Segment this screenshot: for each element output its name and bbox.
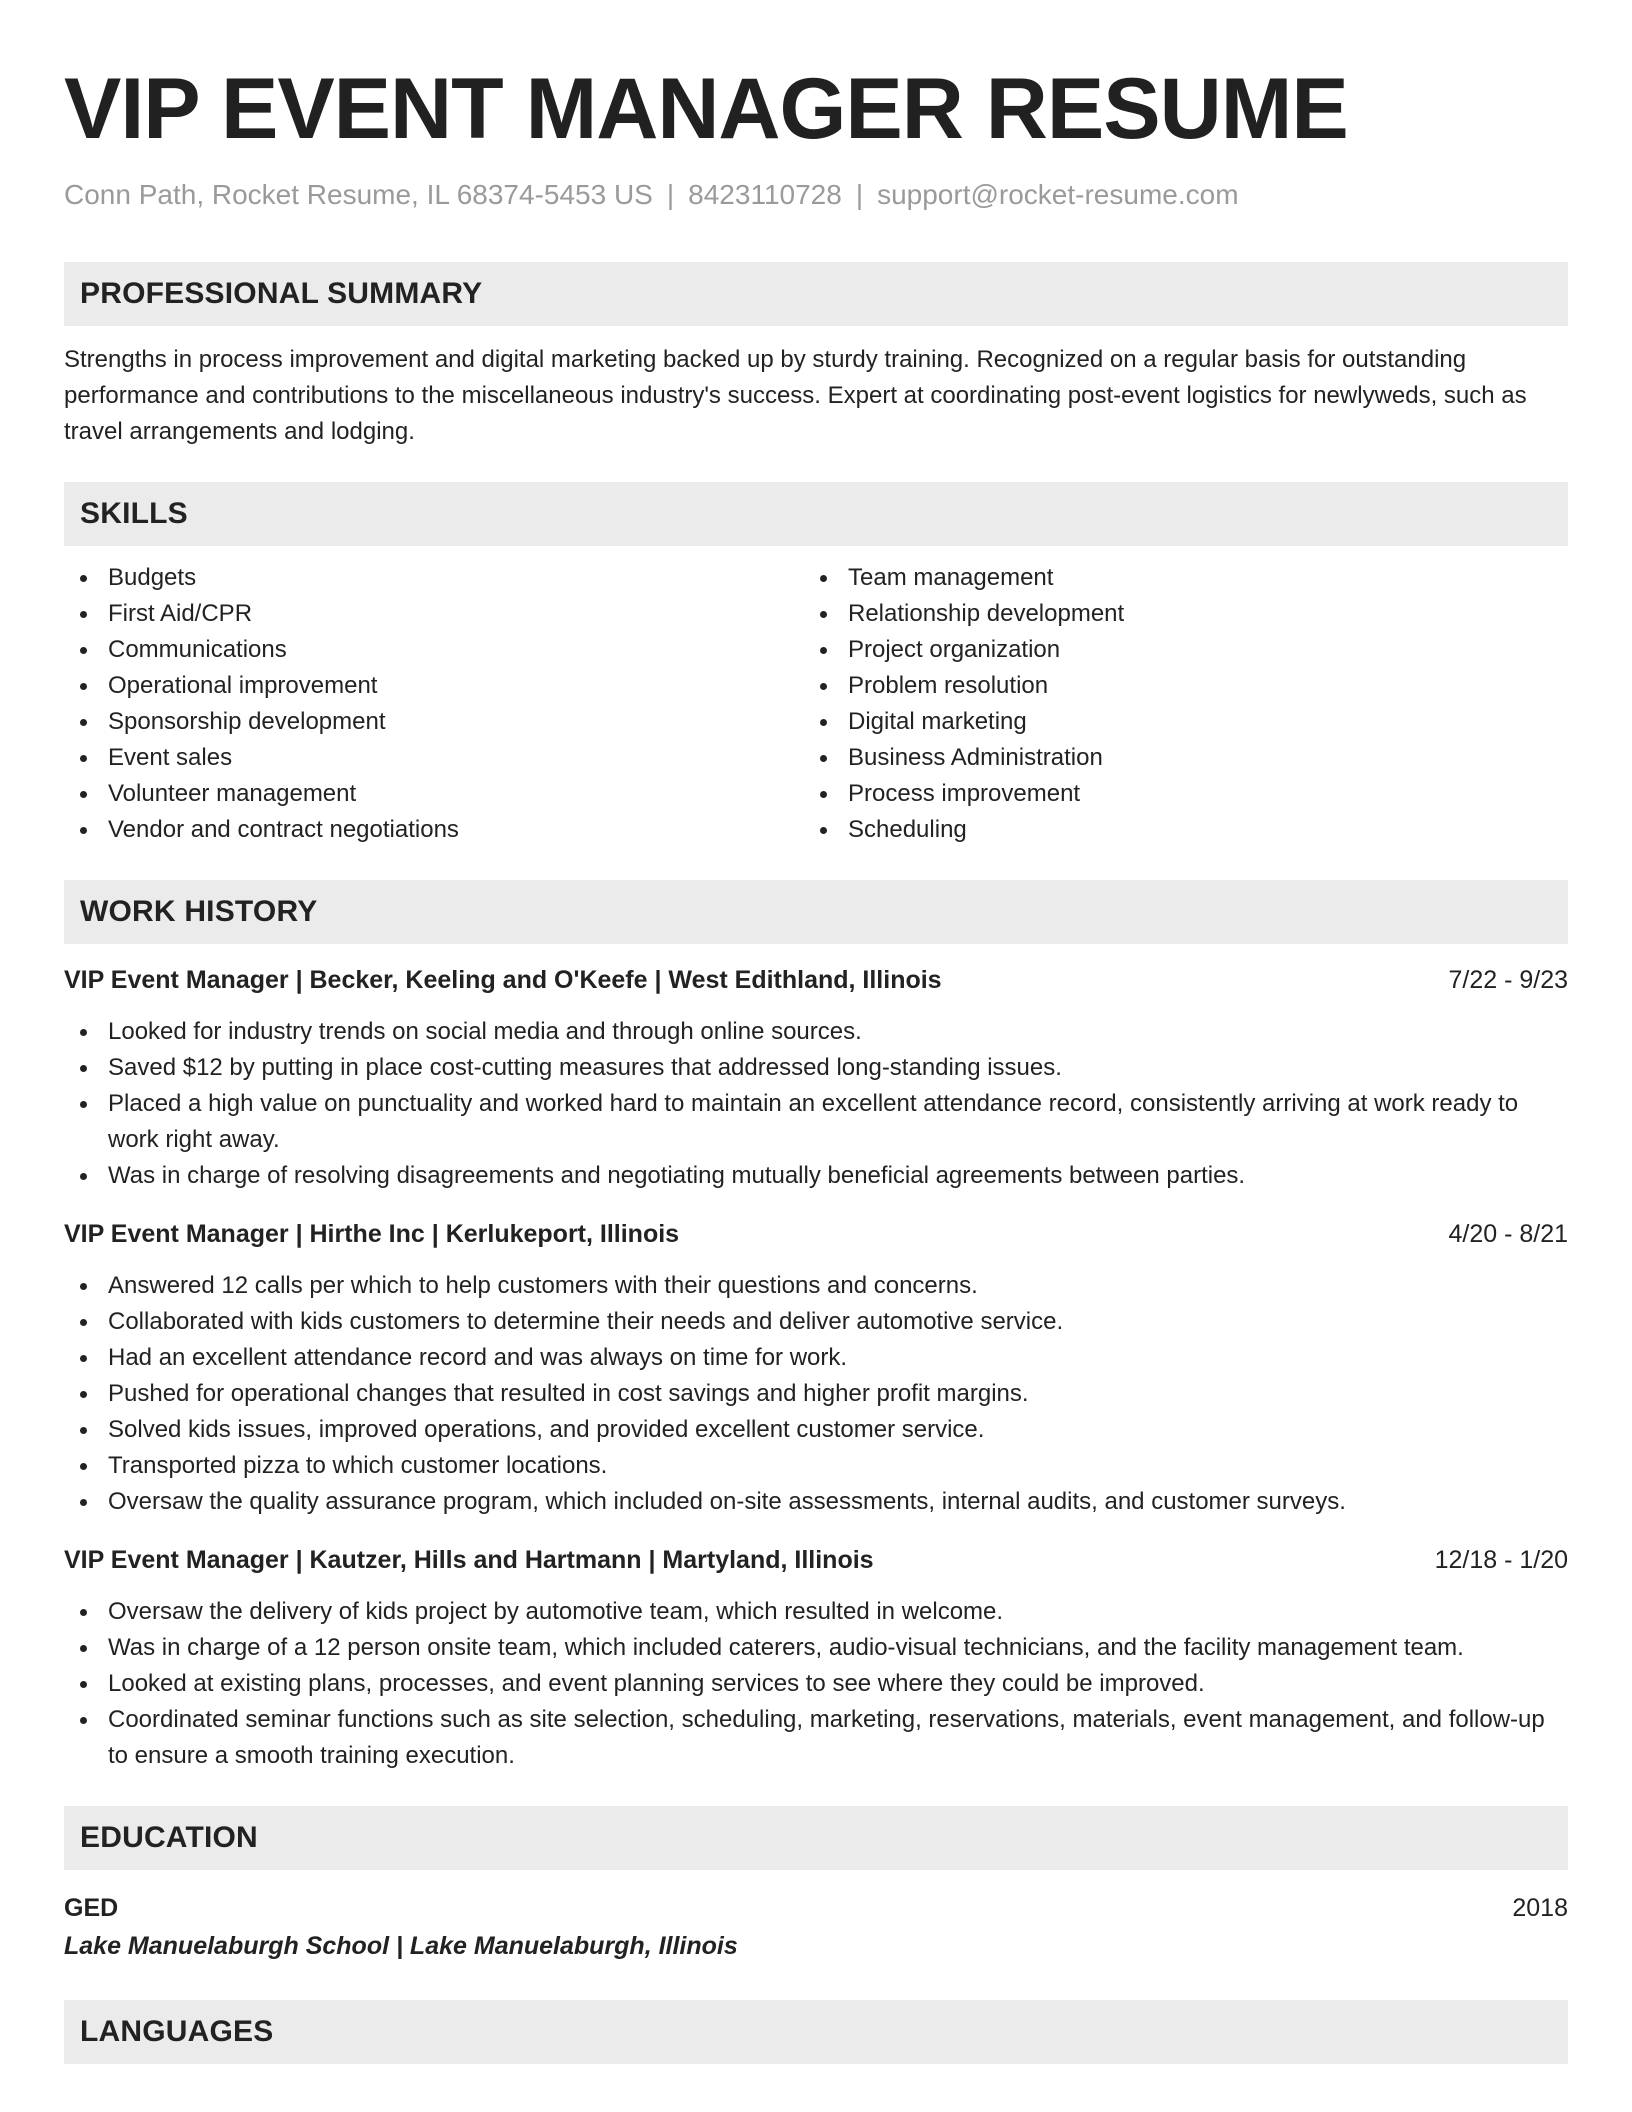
job-title: VIP Event Manager | Kautzer, Hills and Hartmann | Martyland, Illinois <box>64 1545 874 1574</box>
skill-item: Business Administration <box>804 740 1544 776</box>
skill-item: First Aid/CPR <box>64 596 804 632</box>
resume-title: VIP EVENT MANAGER RESUME <box>64 61 1348 157</box>
skill-item: Digital marketing <box>804 704 1544 740</box>
job-bullet: Placed a high value on punctuality and worked hard to maintain an excellent attendance record, consistently arriving at work ready to work right away. <box>64 1086 1568 1158</box>
skill-item: Event sales <box>64 740 804 776</box>
education-entry <box>64 1890 1568 1964</box>
skill-item: Volunteer management <box>64 776 804 812</box>
job-bullet: Oversaw the delivery of kids project by automotive team, which resulted in welcome. <box>64 1594 1568 1630</box>
job-entry <box>64 1216 1568 1520</box>
skill-item: Project organization <box>804 632 1544 668</box>
skill-item: Problem resolution <box>804 668 1544 704</box>
contact-address: Conn Path, Rocket Resume, IL 68374-5453 US <box>64 179 653 210</box>
job-bullet: Was in charge of resolving disagreements and negotiating mutually beneficial agreements between parties. <box>64 1158 1568 1194</box>
job-header <box>64 1216 1568 1252</box>
job-bullet: Was in charge of a 12 person onsite team, which included caterers, audio-visual technicians, and the facility management team. <box>64 1630 1568 1666</box>
education-school: Lake Manuelaburgh School | Lake Manuelaburgh, Illinois <box>64 1931 738 1960</box>
job-header <box>64 962 1568 998</box>
skills-column-right <box>804 560 1544 848</box>
contact-phone: 8423110728 <box>688 179 842 210</box>
job-dates: 4/20 - 8/21 <box>1448 1219 1568 1248</box>
skills-column-left <box>64 560 804 848</box>
job-bullet: Answered 12 calls per which to help customers with their questions and concerns. <box>64 1268 1568 1304</box>
skills-list <box>64 560 1568 848</box>
job-bullet: Looked at existing plans, processes, and event planning services to see where they could be improved. <box>64 1666 1568 1702</box>
skill-item: Scheduling <box>804 812 1544 848</box>
education-section-header: EDUCATION <box>64 1806 1568 1870</box>
job-bullet: Pushed for operational changes that resulted in cost savings and higher profit margins. <box>64 1376 1568 1412</box>
languages-section-header: LANGUAGES <box>64 2000 1568 2064</box>
contact-email: support@rocket-resume.com <box>877 179 1239 210</box>
job-bullets <box>64 1594 1568 1774</box>
summary-text: Strengths in process improvement and digital marketing backed up by sturdy training. Recognized on a regular basis for outstanding performance and contributions to the miscellaneous industry's success. Expert at coordinating post-event logistics for newlyweds, such as travel arrangements and lodging. <box>64 345 1527 445</box>
skill-item: Relationship development <box>804 596 1544 632</box>
contact-line <box>64 178 1568 212</box>
job-bullets <box>64 1014 1568 1194</box>
skill-item: Operational improvement <box>64 668 804 704</box>
job-entry <box>64 1542 1568 1774</box>
skills-section-header: SKILLS <box>64 482 1568 546</box>
job-dates: 12/18 - 1/20 <box>1434 1545 1568 1574</box>
job-bullet: Solved kids issues, improved operations, and provided excellent customer service. <box>64 1412 1568 1448</box>
skill-item: Budgets <box>64 560 804 596</box>
work-history-section-header: WORK HISTORY <box>64 880 1568 944</box>
contact-separator: | <box>666 179 675 210</box>
job-title: VIP Event Manager | Becker, Keeling and O'Keefe | West Edithland, Illinois <box>64 965 942 994</box>
job-dates: 7/22 - 9/23 <box>1448 965 1568 994</box>
job-bullet: Transported pizza to which customer locations. <box>64 1448 1568 1484</box>
education-degree: GED <box>64 1893 119 1922</box>
contact-separator: | <box>855 179 864 210</box>
job-bullet: Looked for industry trends on social media and through online sources. <box>64 1014 1568 1050</box>
job-header <box>64 1542 1568 1578</box>
summary-section-header: PROFESSIONAL SUMMARY <box>64 262 1568 326</box>
education-header <box>64 1890 1568 1926</box>
job-bullet: Oversaw the quality assurance program, which included on-site assessments, internal audits, and customer surveys. <box>64 1484 1568 1520</box>
job-title: VIP Event Manager | Hirthe Inc | Kerlukeport, Illinois <box>64 1219 680 1248</box>
job-bullet: Had an excellent attendance record and was always on time for work. <box>64 1340 1568 1376</box>
job-bullet: Coordinated seminar functions such as site selection, scheduling, marketing, reservations, materials, event management, and follow-up to ensure a smooth training execution. <box>64 1702 1568 1774</box>
skill-item: Vendor and contract negotiations <box>64 812 804 848</box>
skill-item: Communications <box>64 632 804 668</box>
skill-item: Sponsorship development <box>64 704 804 740</box>
skill-item: Team management <box>804 560 1544 596</box>
skill-item: Process improvement <box>804 776 1544 812</box>
job-bullet: Collaborated with kids customers to determine their needs and deliver automotive service. <box>64 1304 1568 1340</box>
job-bullet: Saved $12 by putting in place cost-cutting measures that addressed long-standing issues. <box>64 1050 1568 1086</box>
job-entry <box>64 962 1568 1194</box>
job-bullets <box>64 1268 1568 1520</box>
education-year: 2018 <box>1512 1893 1568 1922</box>
